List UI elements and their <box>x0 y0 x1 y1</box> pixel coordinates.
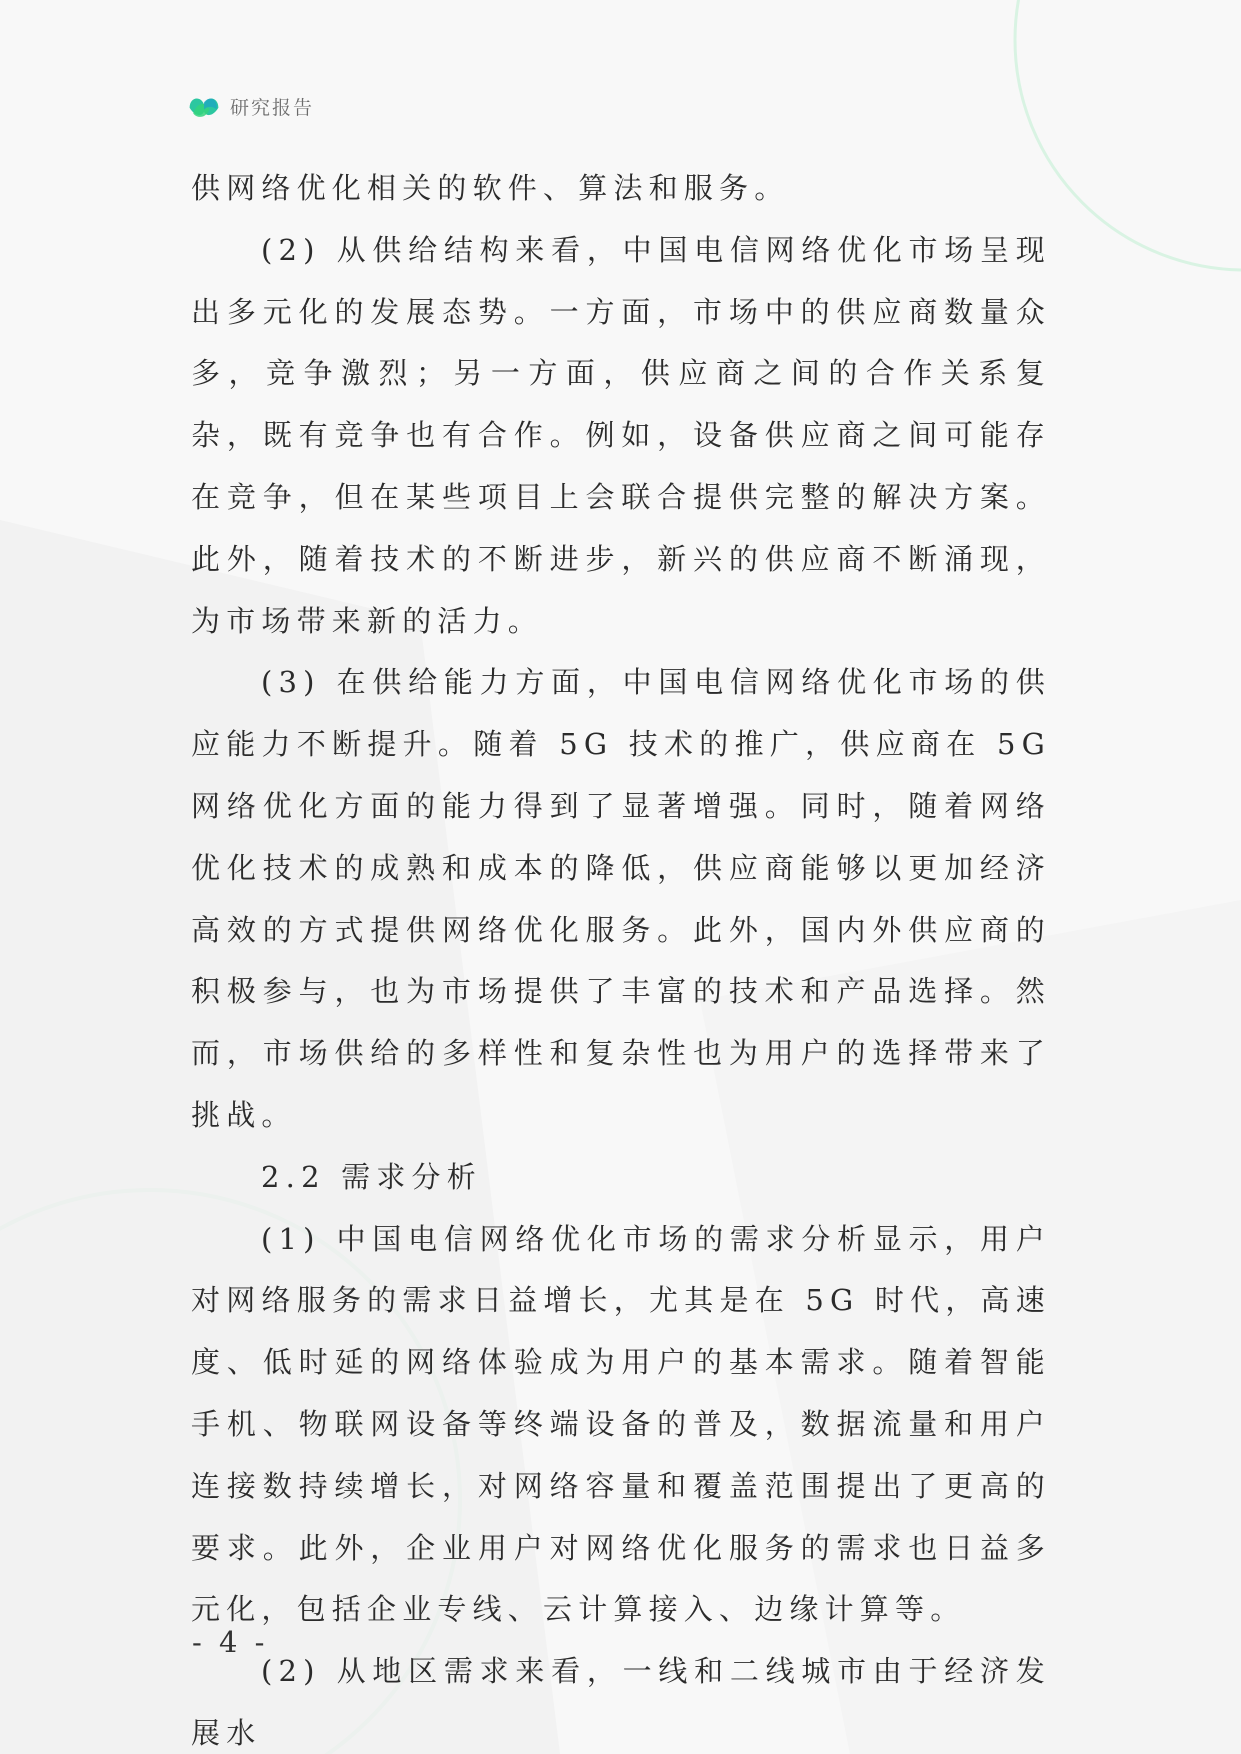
document-body <box>191 158 1051 1754</box>
leaf-logo-icon <box>186 89 222 123</box>
paragraph-regional-demand: (2) 从地区需求来看，一线和二线城市由于经济发展水 <box>191 1654 1051 1750</box>
paragraph-continuation: 供网络优化相关的软件、算法和服务。 <box>191 171 790 205</box>
header-title: 研究报告 <box>230 96 315 119</box>
page-header <box>186 88 314 124</box>
page-number: - 4 - <box>192 1625 269 1659</box>
paragraph-supply-capacity: (3) 在供给能力方面，中国电信网络优化市场的供应能力不断提升。随着 5G 技术的推广，供应商在 5G 网络优化方面的能力得到了显著增强。同时，随着网络优化技术的成熟和成本的降低，供应商能够以更加经济高效的方式提供网络优化服务。此外，国内外供应商的积极参与，也为市场提供了丰富的技术和产品选择。然而，市场供给的多样性和复杂性也为用户的选择带来了挑战。 <box>191 665 1051 1132</box>
section-heading: 2.2 需求分析 <box>261 1159 482 1194</box>
paragraph-supply-structure: (2) 从供给结构来看，中国电信网络优化市场呈现出多元化的发展态势。一方面，市场中的供应商数量众多，竞争激烈；另一方面，供应商之间的合作关系复杂，既有竞争也有合作。例如，设备供应商之间可能存在竞争，但在某些项目上会联合提供完整的解决方案。此外，随着技术的不断进步，新兴的供应商不断涌现，为市场带来新的活力。 <box>191 232 1051 638</box>
paragraph-demand-analysis: (1) 中国电信网络优化市场的需求分析显示，用户对网络服务的需求日益增长，尤其是在 5G 时代，高速度、低时延的网络体验成为用户的基本需求。随着智能手机、物联网设备等终端设备的普及，数据流量和用户连接数持续增长，对网络容量和覆盖范围提出了更高的要求。此外，企业用户对网络优化服务的需求也日益多元化，包括企业专线、云计算接入、边缘计算等。 <box>191 1221 1051 1627</box>
